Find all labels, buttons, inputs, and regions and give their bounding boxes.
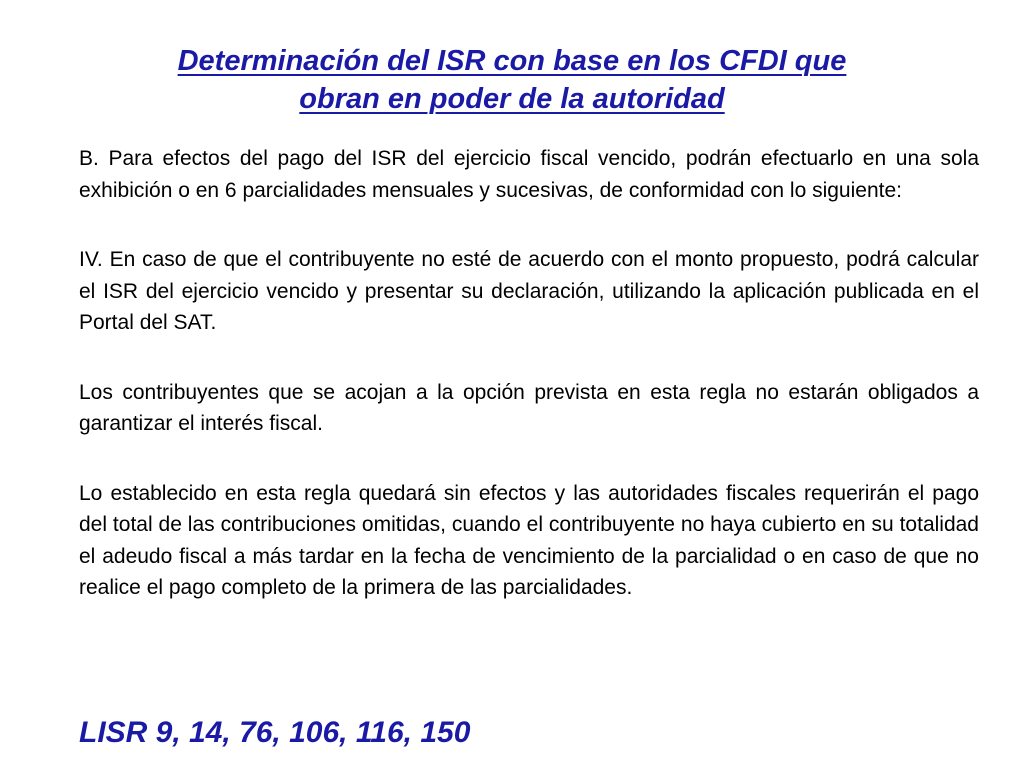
- slide-title: [60, 42, 964, 118]
- title-line-2: obran en poder de la autoridad: [299, 83, 725, 115]
- slide-body: [79, 143, 979, 604]
- paragraph-iv: IV. En caso de que el contribuyente no esté de acuerdo con el monto propuesto, podrá calcular el ISR del ejercicio vencido y presentar su declaración, utilizando la aplicación publicada en el Portal del SAT.: [79, 248, 979, 334]
- title-line-1: Determinación del ISR con base en los CFDI que: [177, 45, 847, 77]
- paragraph-b: B. Para efectos del pago del ISR del ejercicio fiscal vencido, podrán efectuarlo en una sola exhibición o en 6 parcialidades mensuales y sucesivas, de conformidad con lo siguiente:: [79, 147, 979, 202]
- legal-reference: LISR 9, 14, 76, 106, 116, 150: [79, 716, 471, 749]
- paragraph-sin-efectos: Lo establecido en esta regla quedará sin efectos y las autoridades fiscales requerirán el pago del total de las contribuciones omitidas, cuando el contribuyente no haya cubierto en su totalidad el adeudo fiscal a más tardar en la fecha de vencimiento de la parcialidad o en caso de que no realice el pago completo de la primera de las parcialidades.: [79, 481, 979, 599]
- paragraph-garantia: Los contribuyentes que se acojan a la opción prevista en esta regla no estarán obligados a garantizar el interés fiscal.: [79, 380, 979, 435]
